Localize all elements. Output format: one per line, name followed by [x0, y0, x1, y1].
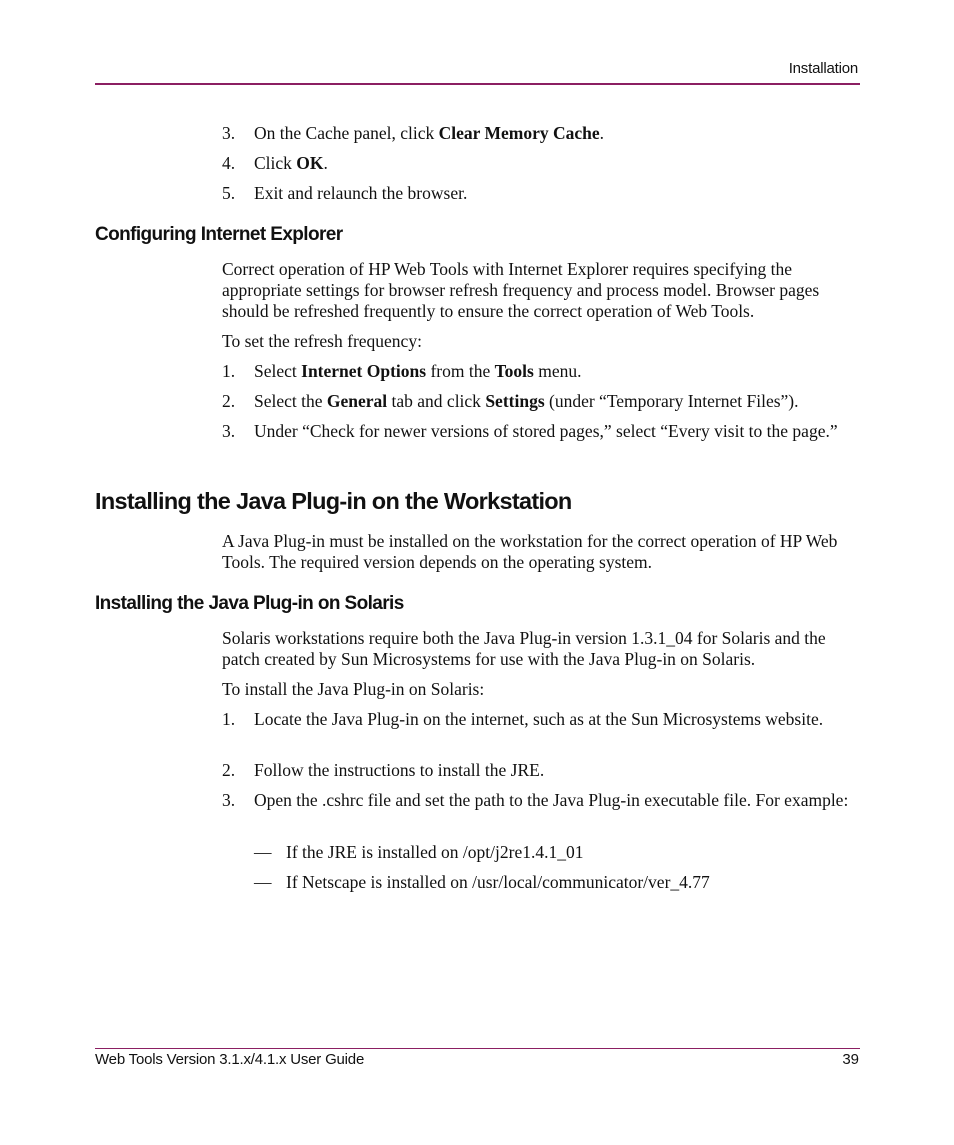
running-header: Installation	[788, 60, 858, 77]
example-text: If Netscape is installed on /usr/local/communicator/ver_4.77	[286, 872, 710, 892]
step-number: 2.	[222, 760, 236, 780]
list-item	[222, 790, 852, 811]
step-number: 1.	[222, 709, 236, 729]
section-heading-java: Installing the Java Plug-in on the Workstation	[95, 488, 572, 514]
step-text: Locate the Java Plug-in on the internet, such as at the Sun Microsystems website.	[254, 709, 824, 729]
list-item	[222, 709, 827, 730]
list-item	[222, 153, 862, 174]
footer-rule	[95, 1048, 860, 1049]
paragraph: Correct operation of HP Web Tools with Internet Explorer requires specifying the appropriate settings for browser refresh frequency and process model. Browser pages should be refreshed frequently to ensure the correct operation of Web Tools.	[222, 259, 820, 321]
step-text: Open the .cshrc file and set the path to the Java Plug-in executable file. For example:	[254, 790, 849, 810]
em-dash: —	[254, 842, 272, 862]
step-text: Select Internet Options from the Tools menu.	[254, 361, 582, 381]
step-number: 5.	[222, 183, 236, 203]
step-number: 1.	[222, 361, 236, 381]
example-item	[254, 842, 854, 863]
page-number: 39	[842, 1051, 859, 1068]
list-item	[222, 123, 862, 144]
step-number: 2.	[222, 391, 236, 411]
step-text: Exit and relaunch the browser.	[254, 183, 468, 203]
step-text: Click OK.	[254, 153, 328, 173]
ui-term: Clear Memory Cache	[438, 123, 600, 143]
list-item	[222, 421, 852, 442]
header-rule	[95, 83, 860, 85]
section-heading-solaris: Installing the Java Plug-in on Solaris	[95, 593, 404, 614]
step-number: 3.	[222, 790, 236, 810]
ui-term: Internet Options	[301, 361, 427, 381]
paragraph: To install the Java Plug-in on Solaris:	[222, 679, 485, 699]
step-number: 3.	[222, 421, 236, 441]
paragraph: Solaris workstations require both the Java Plug-in version 1.3.1_04 for Solaris and the patch created by Sun Microsystems for use with the Java Plug-in on Solaris.	[222, 628, 826, 669]
em-dash: —	[254, 872, 272, 892]
example-item	[254, 872, 854, 893]
list-item	[222, 183, 862, 204]
step-number: 4.	[222, 153, 236, 173]
section-heading-ie: Configuring Internet Explorer	[95, 224, 343, 245]
footer-title: Web Tools Version 3.1.x/4.1.x User Guide	[95, 1051, 365, 1068]
step-number: 3.	[222, 123, 236, 143]
list-item	[222, 391, 862, 412]
ui-term: Tools	[494, 361, 534, 381]
ui-term: OK	[296, 153, 324, 173]
list-item	[222, 361, 862, 382]
example-text: If the JRE is installed on /opt/j2re1.4.1_01	[286, 842, 584, 862]
step-text: Under “Check for newer versions of stored pages,” select “Every visit to the page.”	[254, 421, 838, 441]
step-text: On the Cache panel, click Clear Memory Cache.	[254, 123, 605, 143]
paragraph: To set the refresh frequency:	[222, 331, 422, 351]
ui-term: General	[326, 391, 388, 411]
paragraph: A Java Plug-in must be installed on the workstation for the correct operation of HP Web Tools. The required version depends on the operating system.	[222, 531, 838, 572]
list-item	[222, 760, 862, 781]
step-text: Follow the instructions to install the JRE.	[254, 760, 545, 780]
step-text: Select the General tab and click Settings (under “Temporary Internet Files”).	[254, 391, 799, 411]
ui-term: Settings	[485, 391, 545, 411]
